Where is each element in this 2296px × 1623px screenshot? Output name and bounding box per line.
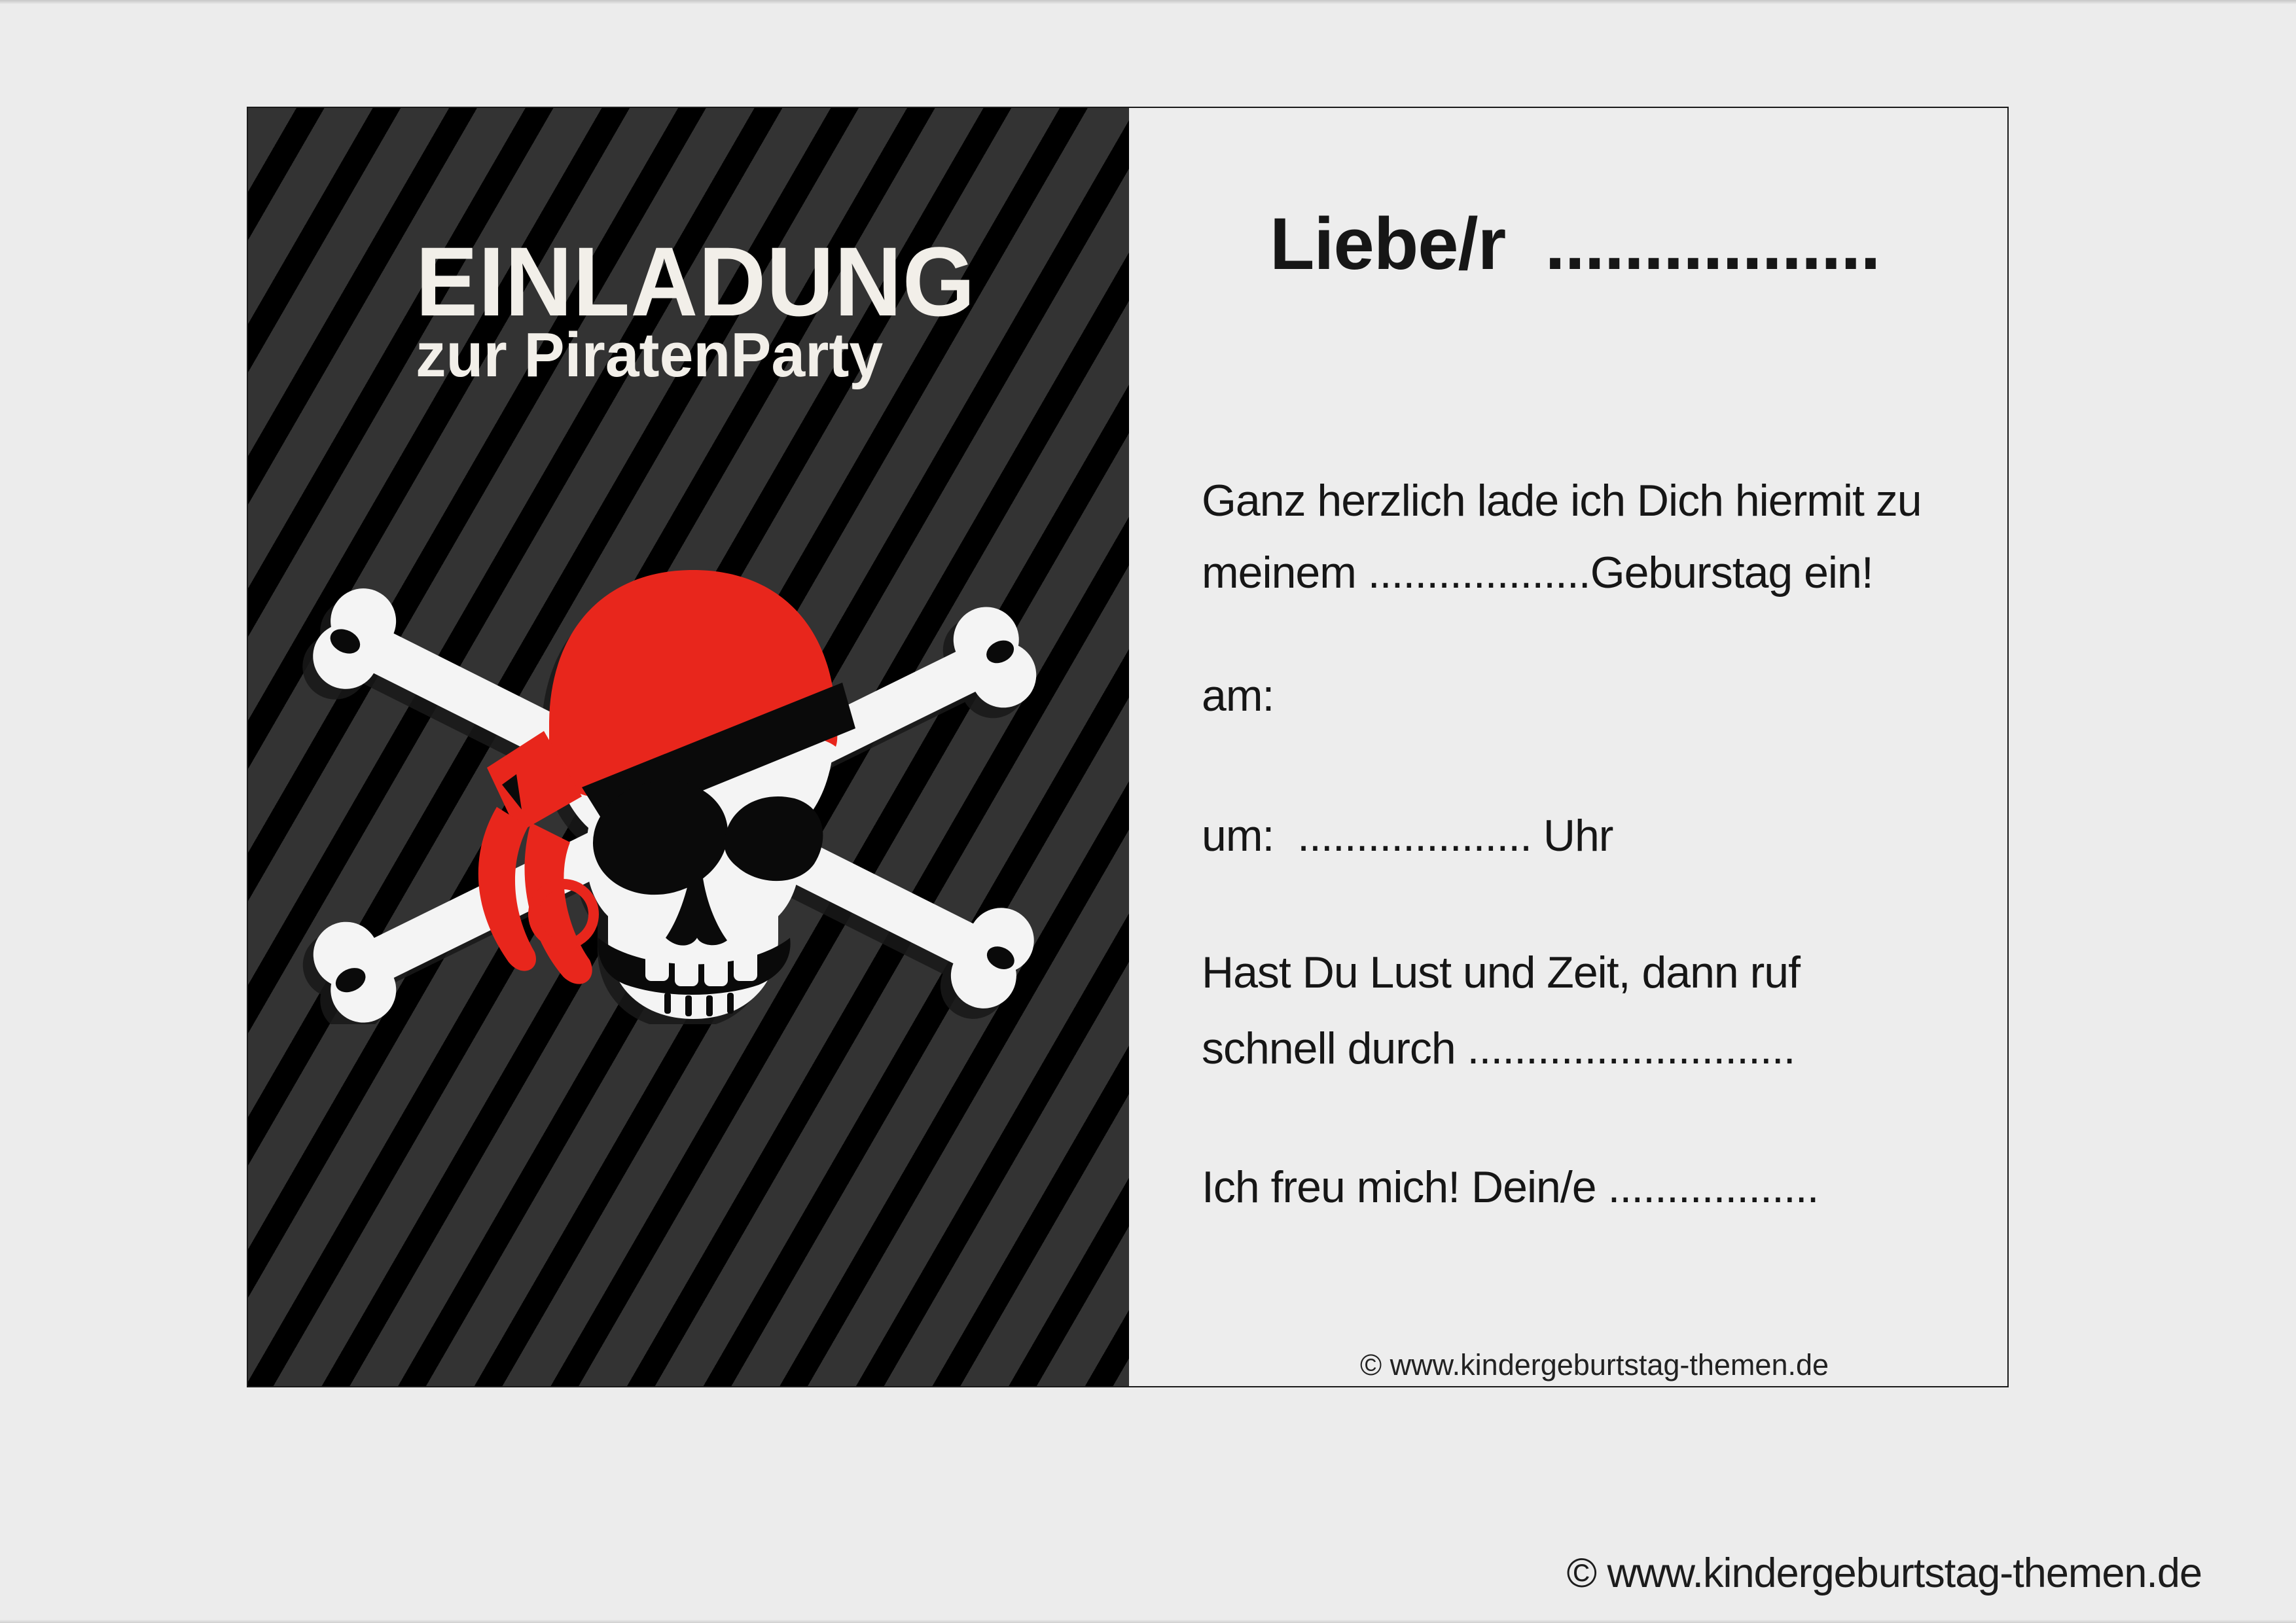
closing-line: Ich freu mich! Dein/e .................. bbox=[1202, 1162, 1819, 1212]
date-line: am: bbox=[1202, 671, 1274, 721]
invite-line-1: Ganz herzlich lade ich Dich hiermit zu bbox=[1202, 476, 1922, 526]
invitation-title: EINLADUNG bbox=[416, 226, 976, 336]
time-line: um: .................... Uhr bbox=[1202, 811, 1613, 861]
rsvp-line-1: Hast Du Lust und Zeit, dann ruf bbox=[1202, 948, 1800, 997]
page-copyright: © www.kindergeburtstag-themen.de bbox=[1566, 1550, 2202, 1596]
card-copyright: © www.kindergeburtstag-themen.de bbox=[1360, 1348, 1829, 1382]
pirate-skull-crossbones-icon bbox=[300, 566, 1073, 1024]
rsvp-line-2: schnell durch ............................ bbox=[1202, 1024, 1795, 1073]
skull bbox=[549, 570, 855, 1019]
pirate-striped-panel bbox=[248, 108, 1129, 1386]
invitation-text-panel bbox=[1129, 108, 2009, 1386]
invite-line-2: meinem ...................Geburstag ein! bbox=[1202, 548, 1873, 597]
page-bottom-edge bbox=[0, 1620, 2296, 1623]
page-top-edge bbox=[0, 0, 2296, 4]
invitation-subtitle: zur PiratenParty bbox=[416, 320, 884, 390]
salutation-line: Liebe/r ................. bbox=[1270, 203, 1880, 285]
invitation-card bbox=[247, 107, 2009, 1387]
